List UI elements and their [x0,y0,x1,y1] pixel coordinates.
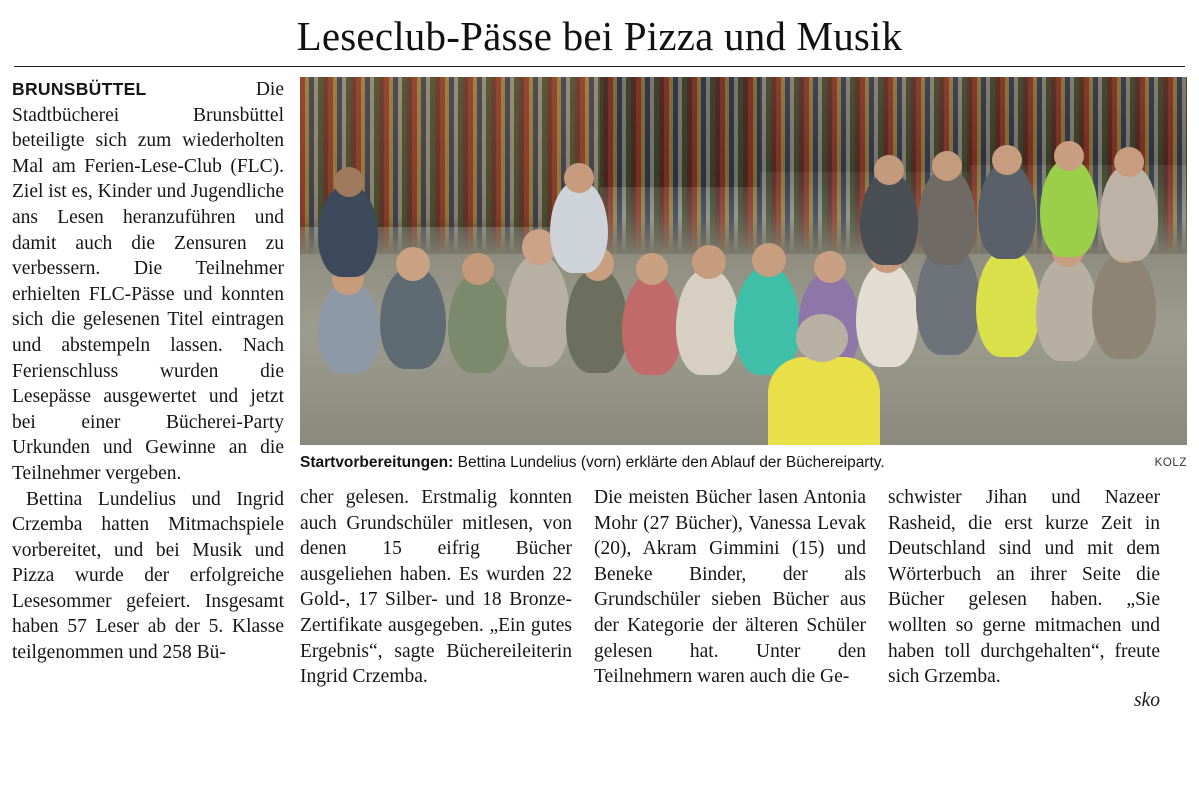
paragraph-two: Bettina Lundelius und Ingrid Crzemba hatten Mitmachspiele vorbereitet, und bei Musik und Pizza wurde der erfolgreiche Lesesommer gefeiert. Insgesamt haben 57 Leser ab der 5. Klasse teilgenommen und 258 Bü- [12,488,284,664]
child-head [636,253,668,285]
child-head [564,163,594,193]
child-figure [978,163,1036,259]
lead-paragraph [12,77,284,487]
child-figure [856,263,918,367]
caption-lead: Startvorbereitungen: [300,454,454,471]
child-head [334,167,364,197]
photo-block [300,77,1187,485]
column-two [300,485,572,712]
paragraph-four: Die meisten Bücher lasen Antonia Mohr (27 Bücher), Vanessa Levak (20), Akram Gimmini (15) und Beneke Binder, der als Grundschüler sieben Bücher aus der Kategorie der älteren Schüler gelesen hat. Unter den Teilnehmern waren auch die Ge- [594,487,866,688]
child-head [396,247,430,281]
library-group-photo [300,77,1187,445]
page-title: Leseclub-Pässe bei Pizza und Musik [296,13,903,59]
child-figure [380,267,446,369]
presenter-body [768,357,880,445]
column-three [594,485,866,712]
child-figure [1040,159,1098,257]
photo-credit: KOLZ [1154,457,1187,469]
child-figure [622,275,682,375]
dateline-label: BRUNSBÜTTEL [12,79,147,99]
child-head [874,155,904,185]
child-figure [550,181,608,273]
child-figure [318,185,378,277]
column-four [888,485,1160,712]
child-head [1114,147,1144,177]
paragraph-three: cher gelesen. Erstmalig konnten auch Grundschüler mitlesen, von denen 15 eifrig Bücher ausgeliehen haben. Es wurden 22 Gold-, 17 Silber- und 18 Bronze-Zertifikate ausgegeben. „Ein gutes Ergebnis“, sagte Büchereileiterin Ingrid Crzemba. [300,487,572,688]
newspaper-article-page [0,12,1199,785]
child-figure [976,249,1040,357]
child-head [752,243,786,277]
child-figure [506,255,570,367]
headline-divider [14,66,1185,67]
caption-body: Bettina Lundelius (vorn) erklärte den Ablauf der Büchereiparty. [453,454,885,471]
child-head [814,251,846,283]
lead-paragraph-text: Die Stadtbücherei Brunsbüttel beteiligte sich zum wiederholten Mal am Ferien-Lese-Club (FLC). Ziel ist es, Kinder und Jugendliche ans Lesen heranzuführen und damit auch die Zensuren zu verbessern. Die Teilnehmer erhielten FLC-Pässe und konnten sich die gelesenen Titel eintragen und abstempeln lassen. Nach Ferienschluss wurden die Lesepässe ausgewertet und jetzt bei einer Bücherei-Party Urkunden und Gewinne an die Teilnehmer vergeben. [12,79,284,484]
child-figure [1092,253,1156,359]
child-figure [860,173,918,265]
child-head [462,253,494,285]
child-figure [318,282,380,374]
child-figure [918,169,976,265]
child-head [1054,141,1084,171]
caption-text-wrap [300,453,1145,473]
child-figure [1036,257,1098,361]
author-signature: sko [1134,689,1160,711]
article-body [0,77,1199,712]
child-figure [448,273,510,373]
lower-columns [300,485,1187,712]
photo-and-columns [300,77,1187,712]
photo-caption [300,453,1187,473]
paragraph-five: schwister Jihan und Nazeer Rasheid, die erst kurze Zeit in Deutschland sind und mit dem Wörterbuch an ihrer Seite die Bücher gelesen haben. „Sie wollten so gerne mitmachen und haben toll durchgehalten“, freute sich Grzemba. [888,487,1160,688]
child-figure [1100,165,1158,261]
child-head [692,245,726,279]
child-head [992,145,1022,175]
child-head [932,151,962,181]
column-one [12,77,284,712]
presenter-head [796,314,848,362]
child-figure [566,269,628,373]
child-figure [676,269,740,375]
